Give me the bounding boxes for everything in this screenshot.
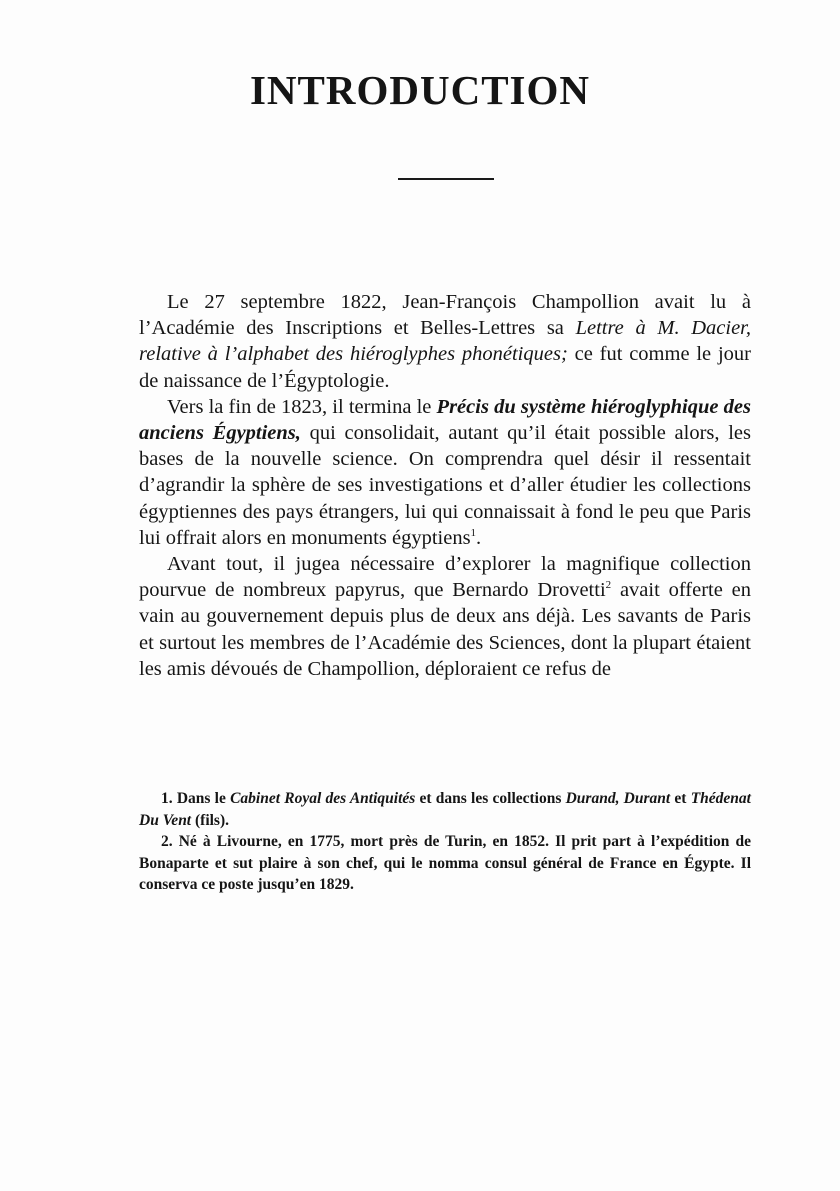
footnote-1-italic-b: Durand, Durant [565,790,671,807]
paragraph-3 [139,551,751,682]
body-text [139,289,751,682]
footnote-1 [139,788,751,831]
footnote-1-text-c: et [670,790,691,807]
paragraph-2-text-a: Vers la fin de 1823, il termina le [167,395,437,418]
paragraph-3-text-b: avait offerte en vain au gouvernement depuis plus de deux ans déjà. Les savants de Paris et surtout les membres de l’Académie des Sciences, dont la plupart étaient les amis dévoués de Champollion, déploraient ce refus de [139,579,751,680]
paragraph-2-italic-title: Précis du système hiéroglyphique des anciens Égyptiens, [139,395,751,445]
footnote-1-italic-c: Thédenat Du Vent [139,790,751,829]
paragraph-1-text-b: ce fut comme le jour de naissance de l’Égyptologie. [139,343,751,392]
footnote-1-text-b: et dans les collections [415,790,566,807]
title-rule [398,178,494,180]
footnote-1-text-a: 1. Dans le [161,790,231,807]
footnote-2-text: 2. Né à Livourne, en 1775, mort près de Turin, en 1852. Il prit part à l’expédition de Bonaparte et sut plaire à son chef, qui le nomma consul général de France en Égypte. Il conserva ce poste jusqu’en 1829. [139,833,751,893]
footnote-2 [139,831,751,896]
footnote-ref-2[interactable]: 2 [605,579,612,592]
paragraph-1 [139,289,751,394]
footnote-1-text-d: (fils). [191,811,230,829]
paragraph-3-text-a: Avant tout, il jugea nécessaire d’explorer la magnifique collection pourvue de nombreux papyrus, que Bernardo Drovetti [139,553,751,602]
page-title: INTRODUCTION [249,67,591,113]
paragraph-2 [139,394,751,551]
paragraph-2-text-b: qui consolidait, autant qu’il était possible alors, les bases de la nouvelle science. On comprendra quel désir il ressentait d’agrandir la sphère de ses investigations et d’aller étudier les collections égyptiennes des pays étrangers, lui qui connaissait à fond le peu que Paris lui offrait alors en monuments égyptiens [139,422,751,549]
paragraph-1-text-a: Le 27 septembre 1822, Jean-François Champollion avait lu à l’Académie des Inscriptions et Belles-Lettres sa [139,291,751,340]
footnotes [139,788,751,896]
footnote-ref-1[interactable]: 1 [470,527,477,539]
paragraph-2-text-c: . [476,526,482,549]
paragraph-1-italic-title: Lettre à M. Dacier, relative à l’alphabet des hiéroglyphes phonétiques; [139,317,752,366]
footnote-1-italic-a: Cabinet Royal des Antiquités [230,790,416,807]
